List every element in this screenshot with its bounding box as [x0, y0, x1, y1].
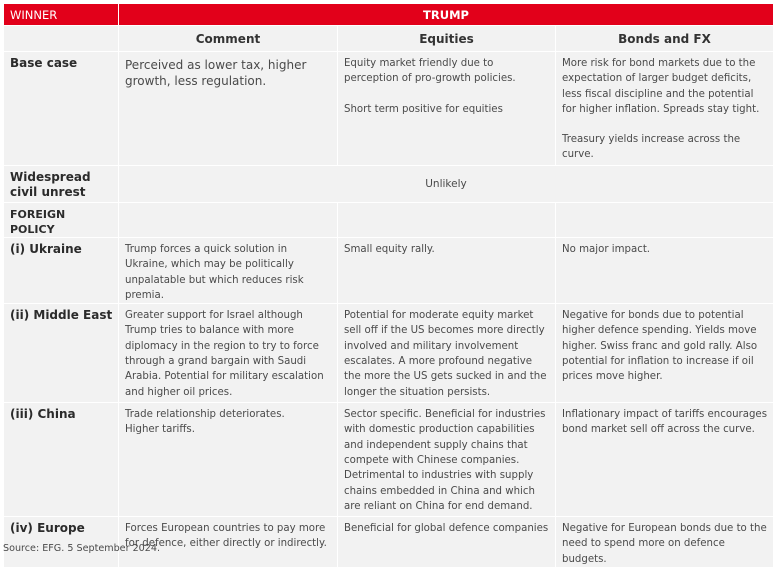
foreign-policy-label: FOREIGN POLICY — [4, 203, 119, 238]
europe-comment: Forces European countries to pay more for defence, either directly or indirectly. — [119, 517, 338, 568]
china-comment-p2: Higher tariffs. — [125, 424, 195, 436]
ukraine-bonds: No major impact. — [556, 238, 774, 304]
middle-east-comment: Greater support for Israel although Trump tries to balance with more diplomacy in the region to try to force through a grand bargain with Saudi Arabia. Potential for military escalation and higher oil prices. — [119, 304, 338, 403]
comment-column-header: Comment — [119, 26, 338, 52]
middle-east-bonds: Negative for bonds due to potential higher defence spending. Yields move higher. Swiss franc and gold rally. Also potential for inflation to increase if oil prices move higher. — [556, 304, 774, 403]
civil-unrest-label: Widespread civil unrest — [4, 166, 119, 203]
source-note: Source: EFG. 5 September 2024. — [3, 543, 161, 554]
header-row — [4, 4, 774, 26]
scenario-table — [3, 3, 774, 568]
foreign-policy-blank-2 — [338, 203, 556, 238]
base-case-label: Base case — [4, 52, 119, 166]
china-bonds: Inflationary impact of tariffs encourages bond market sell off across the curve. — [556, 403, 774, 517]
europe-bonds: Negative for European bonds due to the need to spend more on defence budgets. — [556, 517, 774, 568]
china-row — [4, 403, 774, 517]
base-case-row — [4, 52, 774, 166]
base-case-equities-p1: Equity market friendly due to perception of pro-growth policies. — [344, 58, 516, 85]
middle-east-label: (ii) Middle East — [4, 304, 119, 403]
base-case-bonds — [556, 52, 774, 166]
civil-unrest-row — [4, 166, 774, 203]
ukraine-equities: Small equity rally. — [338, 238, 556, 304]
china-equities: Sector specific. Beneficial for industries with domestic production capabilities and independent supply chains that compete with Chinese companies. Detrimental to industries with supply chains embedded in China and which are reliant on China for end demand. — [338, 403, 556, 517]
column-header-row — [4, 26, 774, 52]
column-header-blank — [4, 26, 119, 52]
china-comment — [119, 403, 338, 517]
bonds-column-header: Bonds and FX — [556, 26, 774, 52]
foreign-policy-row — [4, 203, 774, 238]
trump-header: TRUMP — [119, 4, 774, 26]
china-comment-p1: Trade relationship deteriorates. — [125, 409, 285, 421]
europe-label: (iv) Europe — [4, 517, 119, 568]
base-case-comment: Perceived as lower tax, higher growth, less regulation. — [119, 52, 338, 166]
foreign-policy-blank-1 — [119, 203, 338, 238]
equities-column-header: Equities — [338, 26, 556, 52]
base-case-equities-p2: Short term positive for equities — [344, 103, 503, 115]
middle-east-equities: Potential for moderate equity market sell off if the US becomes more directly involved and military involvement escalates. A more profound negative the more the US gets sucked in and the longer the situation persists. — [338, 304, 556, 403]
china-label: (iii) China — [4, 403, 119, 517]
scenario-table-wrapper — [3, 3, 773, 568]
base-case-bonds-p1: More risk for bond markets due to the expectation of larger budget deficits, less fiscal discipline and the potential for higher inflation. Spreads stay tight. — [562, 58, 760, 115]
winner-header: WINNER — [4, 4, 119, 26]
ukraine-row — [4, 238, 774, 304]
ukraine-comment: Trump forces a quick solution in Ukraine, which may be politically unpalatable but which reduces risk premia. — [119, 238, 338, 304]
base-case-bonds-p2: Treasury yields increase across the curve. — [562, 134, 741, 161]
civil-unrest-value: Unlikely — [119, 166, 774, 203]
ukraine-label: (i) Ukraine — [4, 238, 119, 304]
foreign-policy-blank-3 — [556, 203, 774, 238]
middle-east-row — [4, 304, 774, 403]
europe-equities: Beneficial for global defence companies — [338, 517, 556, 568]
base-case-equities — [338, 52, 556, 166]
